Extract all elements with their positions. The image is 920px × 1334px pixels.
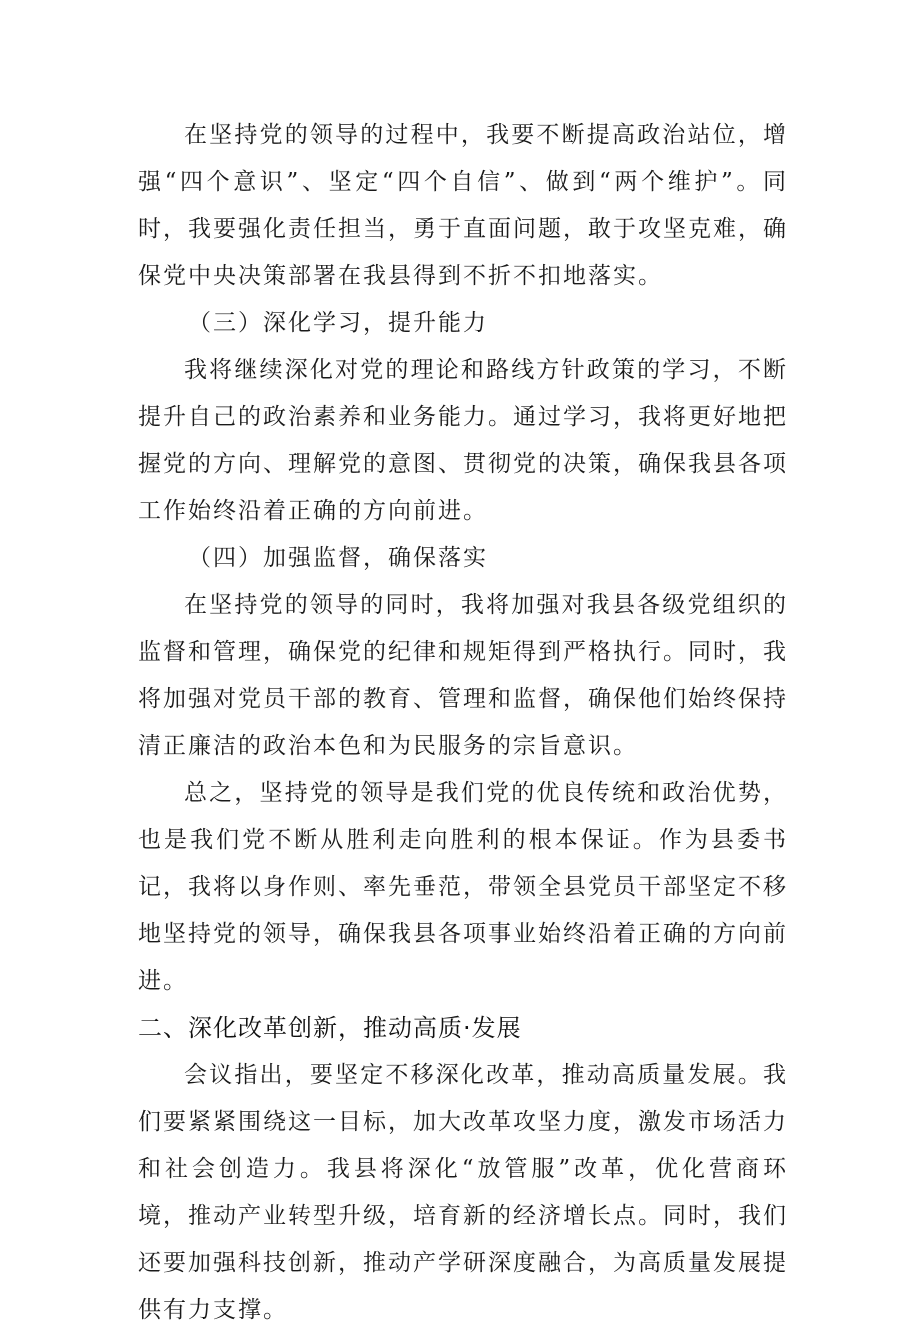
subheading-deepen-study: （三）深化学习，提升能力 [188,310,488,336]
paragraph-supervision: 在坚持党的领导的同时，我将加强对我县各级党组织的监督和管理，确保党的纪律和规矩得到严格执行。同时，我将加强对党员干部的教育、管理和监督，确保他们始终保持清正廉洁的政治本色和为民服务的宗旨意识。 [138,592,788,759]
paragraph-reform: 会议指出，要坚定不移深化改革，推动高质量发展。我们要紧紧围绕这一目标，加大改革攻坚力度，激发市场活力和社会创造力。我县将深化“放管服”改革，优化营商环境，推动产业转型升级，培育新的经济增长点。同时，我们还要加强科技创新，推动产学研深度融合，为高质量发展提供有力支撑。 [138,1062,788,1323]
section-heading-reform: 二、深化改革创新，推动高质·发展 [138,1014,522,1042]
paragraph-study: 我将继续深化对党的理论和路线方针政策的学习，不断提升自己的政治素养和业务能力。通过学习，我将更好地把握党的方向、理解党的意图、贯彻党的决策，确保我县各项工作始终沿着正确的方向前进。 [138,357,788,524]
document-body [138,112,788,1334]
paragraph-uphold-leadership: 在坚持党的领导的过程中，我要不断提高政治站位，增强“四个意识”、坚定“四个自信”、做到“两个维护”。同时，我要强化责任担当，勇于直面问题，敢于攻坚克难，确保党中央决策部署在我县得到不折不扣地落实。 [138,122,788,289]
paragraph-summary: 总之，坚持党的领导是我们党的优良传统和政治优势，也是我们党不断从胜利走向胜利的根本保证。作为县委书记，我将以身作则、率先垂范，带领全县党员干部坚定不移地坚持党的领导，确保我县各项事业始终沿着正确的方向前进。 [138,780,788,994]
subheading-strengthen-supervision: （四）加强监督，确保落实 [188,545,488,571]
